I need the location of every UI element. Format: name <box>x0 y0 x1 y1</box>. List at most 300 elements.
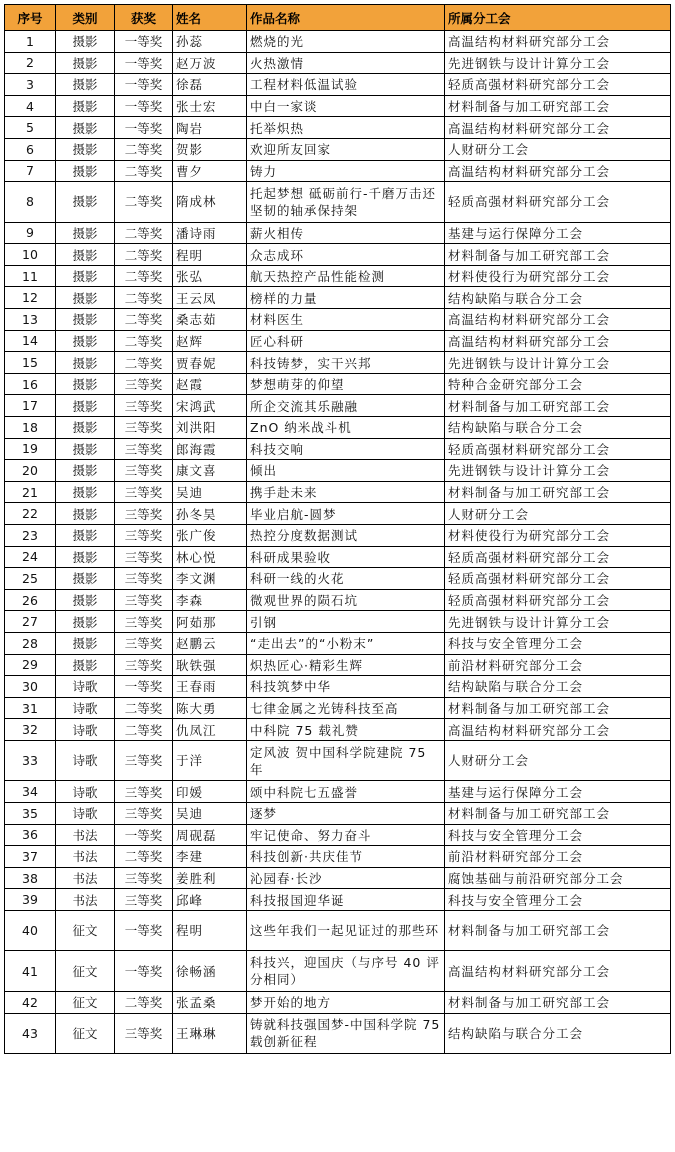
header-name: 姓名 <box>173 5 247 31</box>
row-work-title: 颂中科院七五盛誉 <box>247 781 445 803</box>
row-index: 22 <box>5 503 56 525</box>
table-row <box>5 438 671 460</box>
row-index: 25 <box>5 568 56 590</box>
row-award: 二等奖 <box>115 846 173 868</box>
row-index: 10 <box>5 244 56 266</box>
row-work-title: 逐梦 <box>247 803 445 825</box>
row-category: 摄影 <box>56 309 115 331</box>
row-category: 摄影 <box>56 481 115 503</box>
awards-table-container <box>4 4 670 1054</box>
table-row <box>5 460 671 482</box>
row-award: 二等奖 <box>115 352 173 374</box>
row-award: 三等奖 <box>115 503 173 525</box>
table-row <box>5 481 671 503</box>
row-award: 一等奖 <box>115 951 173 992</box>
row-award: 三等奖 <box>115 781 173 803</box>
row-category: 摄影 <box>56 373 115 395</box>
row-award: 三等奖 <box>115 438 173 460</box>
row-award: 二等奖 <box>115 160 173 182</box>
row-work-title: 定风波 贺中国科学院建院 75 年 <box>247 740 445 781</box>
row-name: 陈大勇 <box>173 697 247 719</box>
row-category: 摄影 <box>56 460 115 482</box>
table-row <box>5 524 671 546</box>
row-union: 材料制备与加工研究部工会 <box>445 95 671 117</box>
row-union: 结构缺陷与联合分工会 <box>445 1013 671 1054</box>
row-category: 摄影 <box>56 632 115 654</box>
row-name: 李建 <box>173 846 247 868</box>
row-name: 仇凤江 <box>173 719 247 741</box>
table-row <box>5 244 671 266</box>
row-name: 吴迪 <box>173 803 247 825</box>
row-name: 张士宏 <box>173 95 247 117</box>
row-union: 先进钢铁与设计计算分工会 <box>445 52 671 74</box>
row-union: 结构缺陷与联合分工会 <box>445 676 671 698</box>
row-index: 17 <box>5 395 56 417</box>
row-index: 2 <box>5 52 56 74</box>
table-row <box>5 395 671 417</box>
row-work-title: 微观世界的陨石坑 <box>247 589 445 611</box>
table-row <box>5 589 671 611</box>
row-category: 诗歌 <box>56 697 115 719</box>
row-category: 摄影 <box>56 568 115 590</box>
row-index: 26 <box>5 589 56 611</box>
row-index: 30 <box>5 676 56 698</box>
row-name: 潘诗雨 <box>173 222 247 244</box>
row-name: 李文渊 <box>173 568 247 590</box>
row-award: 三等奖 <box>115 568 173 590</box>
row-award: 一等奖 <box>115 95 173 117</box>
row-award: 二等奖 <box>115 309 173 331</box>
row-index: 15 <box>5 352 56 374</box>
row-category: 诗歌 <box>56 719 115 741</box>
header-index: 序号 <box>5 5 56 31</box>
row-award: 一等奖 <box>115 117 173 139</box>
row-index: 24 <box>5 546 56 568</box>
row-category: 摄影 <box>56 589 115 611</box>
row-union: 轻质高强材料研究部分工会 <box>445 589 671 611</box>
row-index: 36 <box>5 824 56 846</box>
row-union: 高温结构材料研究部分工会 <box>445 31 671 53</box>
row-award: 三等奖 <box>115 611 173 633</box>
row-category: 摄影 <box>56 95 115 117</box>
table-row <box>5 824 671 846</box>
row-union: 高温结构材料研究部分工会 <box>445 330 671 352</box>
row-union: 材料制备与加工研究部工会 <box>445 991 671 1013</box>
row-union: 轻质高强材料研究部分工会 <box>445 182 671 223</box>
row-award: 二等奖 <box>115 287 173 309</box>
table-row <box>5 503 671 525</box>
table-row <box>5 951 671 992</box>
row-category: 摄影 <box>56 654 115 676</box>
row-union: 材料制备与加工研究部工会 <box>445 697 671 719</box>
row-work-title: ZnO 纳米战斗机 <box>247 417 445 439</box>
row-union: 轻质高强材料研究部分工会 <box>445 438 671 460</box>
row-name: 郎海霞 <box>173 438 247 460</box>
row-category: 书法 <box>56 889 115 911</box>
row-work-title: 火热激情 <box>247 52 445 74</box>
row-work-title: 铸就科技强国梦-中国科学院 75 载创新征程 <box>247 1013 445 1054</box>
row-index: 42 <box>5 991 56 1013</box>
row-union: 高温结构材料研究部分工会 <box>445 309 671 331</box>
row-index: 29 <box>5 654 56 676</box>
row-index: 37 <box>5 846 56 868</box>
header-category: 类别 <box>56 5 115 31</box>
row-union: 人财研分工会 <box>445 503 671 525</box>
row-union: 人财研分工会 <box>445 138 671 160</box>
row-name: 张广俊 <box>173 524 247 546</box>
row-category: 征文 <box>56 951 115 992</box>
row-name: 宋鸿武 <box>173 395 247 417</box>
row-award: 三等奖 <box>115 889 173 911</box>
row-work-title: 科技筑梦中华 <box>247 676 445 698</box>
row-category: 摄影 <box>56 438 115 460</box>
row-union: 材料使役行为研究部分工会 <box>445 265 671 287</box>
row-work-title: 科技报国迎华诞 <box>247 889 445 911</box>
row-award: 二等奖 <box>115 182 173 223</box>
row-category: 摄影 <box>56 417 115 439</box>
row-name: 王琳琳 <box>173 1013 247 1054</box>
table-row <box>5 632 671 654</box>
row-award: 三等奖 <box>115 481 173 503</box>
table-row <box>5 991 671 1013</box>
header-row <box>5 5 671 31</box>
row-work-title: 铸力 <box>247 160 445 182</box>
row-union: 前沿材料研究部分工会 <box>445 654 671 676</box>
row-award: 二等奖 <box>115 244 173 266</box>
row-work-title: 中科院 75 载礼赞 <box>247 719 445 741</box>
row-union: 轻质高强材料研究部分工会 <box>445 546 671 568</box>
row-work-title: 所企交流其乐融融 <box>247 395 445 417</box>
row-category: 摄影 <box>56 503 115 525</box>
row-name: 赵霞 <box>173 373 247 395</box>
row-name: 邱峰 <box>173 889 247 911</box>
row-award: 二等奖 <box>115 991 173 1013</box>
row-category: 摄影 <box>56 74 115 96</box>
row-award: 二等奖 <box>115 719 173 741</box>
table-row <box>5 697 671 719</box>
row-work-title: 毕业启航-圆梦 <box>247 503 445 525</box>
row-union: 轻质高强材料研究部分工会 <box>445 74 671 96</box>
table-row <box>5 309 671 331</box>
table-row <box>5 781 671 803</box>
row-index: 20 <box>5 460 56 482</box>
row-work-title: 托起梦想 砥砺前行-千磨万击还坚韧的轴承保持架 <box>247 182 445 223</box>
row-index: 38 <box>5 867 56 889</box>
row-category: 书法 <box>56 824 115 846</box>
row-name: 王云凤 <box>173 287 247 309</box>
row-category: 诗歌 <box>56 803 115 825</box>
row-award: 三等奖 <box>115 395 173 417</box>
row-union: 材料使役行为研究部分工会 <box>445 524 671 546</box>
row-work-title: 倾出 <box>247 460 445 482</box>
row-award: 二等奖 <box>115 697 173 719</box>
row-work-title: 沁园春·长沙 <box>247 867 445 889</box>
row-index: 5 <box>5 117 56 139</box>
row-category: 摄影 <box>56 31 115 53</box>
row-name: 李森 <box>173 589 247 611</box>
table-row <box>5 74 671 96</box>
row-award: 三等奖 <box>115 867 173 889</box>
row-award: 一等奖 <box>115 824 173 846</box>
row-name: 耿铁强 <box>173 654 247 676</box>
row-category: 摄影 <box>56 160 115 182</box>
row-name: 程明 <box>173 244 247 266</box>
row-index: 40 <box>5 910 56 951</box>
row-name: 赵万波 <box>173 52 247 74</box>
row-union: 基建与运行保障分工会 <box>445 222 671 244</box>
table-body <box>5 31 671 1054</box>
row-work-title: 梦想萌芽的仰望 <box>247 373 445 395</box>
table-row <box>5 568 671 590</box>
table-row <box>5 160 671 182</box>
row-name: 赵辉 <box>173 330 247 352</box>
row-category: 摄影 <box>56 524 115 546</box>
row-name: 孙冬昊 <box>173 503 247 525</box>
row-work-title: 匠心科研 <box>247 330 445 352</box>
row-category: 摄影 <box>56 352 115 374</box>
row-union: 基建与运行保障分工会 <box>445 781 671 803</box>
row-name: 周砚磊 <box>173 824 247 846</box>
table-row <box>5 1013 671 1054</box>
row-name: 隋成林 <box>173 182 247 223</box>
table-row <box>5 52 671 74</box>
row-award: 三等奖 <box>115 632 173 654</box>
row-index: 41 <box>5 951 56 992</box>
row-work-title: 燃烧的光 <box>247 31 445 53</box>
row-index: 8 <box>5 182 56 223</box>
row-name: 张弘 <box>173 265 247 287</box>
table-row <box>5 117 671 139</box>
row-name: 印媛 <box>173 781 247 803</box>
row-name: 张孟桑 <box>173 991 247 1013</box>
row-category: 摄影 <box>56 287 115 309</box>
row-award: 一等奖 <box>115 52 173 74</box>
row-award: 二等奖 <box>115 330 173 352</box>
row-category: 摄影 <box>56 395 115 417</box>
row-award: 三等奖 <box>115 373 173 395</box>
table-row <box>5 222 671 244</box>
row-work-title: 航天热控产品性能检测 <box>247 265 445 287</box>
table-row <box>5 182 671 223</box>
row-union: 材料制备与加工研究部工会 <box>445 395 671 417</box>
row-union: 先进钢铁与设计计算分工会 <box>445 352 671 374</box>
row-award: 三等奖 <box>115 740 173 781</box>
row-name: 王春雨 <box>173 676 247 698</box>
header-union: 所属分工会 <box>445 5 671 31</box>
table-row <box>5 138 671 160</box>
row-category: 摄影 <box>56 244 115 266</box>
row-category: 诗歌 <box>56 740 115 781</box>
table-row <box>5 846 671 868</box>
row-union: 高温结构材料研究部分工会 <box>445 951 671 992</box>
row-work-title: 中白一家谈 <box>247 95 445 117</box>
table-row <box>5 719 671 741</box>
row-work-title: 这些年我们一起见证过的那些环 <box>247 910 445 951</box>
row-category: 摄影 <box>56 330 115 352</box>
row-work-title: 引钢 <box>247 611 445 633</box>
row-category: 摄影 <box>56 117 115 139</box>
row-name: 刘洪阳 <box>173 417 247 439</box>
row-name: 陶岩 <box>173 117 247 139</box>
row-category: 摄影 <box>56 222 115 244</box>
row-index: 3 <box>5 74 56 96</box>
header-award: 获奖 <box>115 5 173 31</box>
row-union: 先进钢铁与设计计算分工会 <box>445 460 671 482</box>
row-index: 23 <box>5 524 56 546</box>
row-name: 徐畅涵 <box>173 951 247 992</box>
row-index: 1 <box>5 31 56 53</box>
row-work-title: 牢记使命、努力奋斗 <box>247 824 445 846</box>
row-union: 材料制备与加工研究部工会 <box>445 481 671 503</box>
row-union: 前沿材料研究部分工会 <box>445 846 671 868</box>
table-row <box>5 95 671 117</box>
row-category: 摄影 <box>56 611 115 633</box>
table-row <box>5 654 671 676</box>
row-category: 诗歌 <box>56 676 115 698</box>
row-union: 科技与安全管理分工会 <box>445 632 671 654</box>
table-row <box>5 867 671 889</box>
row-union: 特种合金研究部分工会 <box>445 373 671 395</box>
row-award: 三等奖 <box>115 803 173 825</box>
row-index: 31 <box>5 697 56 719</box>
row-award: 三等奖 <box>115 417 173 439</box>
row-union: 轻质高强材料研究部分工会 <box>445 568 671 590</box>
row-union: 科技与安全管理分工会 <box>445 889 671 911</box>
row-union: 人财研分工会 <box>445 740 671 781</box>
table-row <box>5 910 671 951</box>
row-union: 结构缺陷与联合分工会 <box>445 417 671 439</box>
row-work-title: 七律金属之光铸科技至高 <box>247 697 445 719</box>
row-index: 6 <box>5 138 56 160</box>
row-name: 贾春妮 <box>173 352 247 374</box>
row-category: 摄影 <box>56 138 115 160</box>
row-index: 18 <box>5 417 56 439</box>
row-work-title: 科技铸梦，实干兴邦 <box>247 352 445 374</box>
table-row <box>5 31 671 53</box>
row-union: 材料制备与加工研究部工会 <box>445 803 671 825</box>
row-category: 诗歌 <box>56 781 115 803</box>
row-award: 二等奖 <box>115 265 173 287</box>
table-row <box>5 330 671 352</box>
row-name: 曹夕 <box>173 160 247 182</box>
row-name: 林心悦 <box>173 546 247 568</box>
row-index: 32 <box>5 719 56 741</box>
row-award: 一等奖 <box>115 676 173 698</box>
row-name: 贺影 <box>173 138 247 160</box>
row-index: 35 <box>5 803 56 825</box>
row-work-title: 榜样的力量 <box>247 287 445 309</box>
header-work-title: 作品名称 <box>247 5 445 31</box>
row-index: 9 <box>5 222 56 244</box>
row-index: 13 <box>5 309 56 331</box>
row-index: 14 <box>5 330 56 352</box>
row-index: 19 <box>5 438 56 460</box>
table-row <box>5 803 671 825</box>
row-union: 结构缺陷与联合分工会 <box>445 287 671 309</box>
row-name: 康文喜 <box>173 460 247 482</box>
row-work-title: 科技交响 <box>247 438 445 460</box>
row-name: 姜胜利 <box>173 867 247 889</box>
row-work-title: 携手赴未来 <box>247 481 445 503</box>
row-union: 高温结构材料研究部分工会 <box>445 117 671 139</box>
row-union: 材料制备与加工研究部工会 <box>445 910 671 951</box>
row-category: 征文 <box>56 1013 115 1054</box>
table-row <box>5 676 671 698</box>
row-award: 三等奖 <box>115 1013 173 1054</box>
row-award: 三等奖 <box>115 589 173 611</box>
row-award: 一等奖 <box>115 910 173 951</box>
row-award: 三等奖 <box>115 654 173 676</box>
row-category: 摄影 <box>56 546 115 568</box>
row-award: 一等奖 <box>115 31 173 53</box>
row-category: 摄影 <box>56 52 115 74</box>
row-name: 吴迪 <box>173 481 247 503</box>
table-row <box>5 611 671 633</box>
row-index: 4 <box>5 95 56 117</box>
row-index: 28 <box>5 632 56 654</box>
row-work-title: 材料医生 <box>247 309 445 331</box>
row-union: 先进钢铁与设计计算分工会 <box>445 611 671 633</box>
row-work-title: 欢迎所友回家 <box>247 138 445 160</box>
row-index: 21 <box>5 481 56 503</box>
row-index: 33 <box>5 740 56 781</box>
row-work-title: 科研一线的火花 <box>247 568 445 590</box>
table-row <box>5 417 671 439</box>
row-index: 16 <box>5 373 56 395</box>
row-union: 科技与安全管理分工会 <box>445 824 671 846</box>
row-name: 徐磊 <box>173 74 247 96</box>
row-category: 书法 <box>56 846 115 868</box>
row-index: 39 <box>5 889 56 911</box>
row-work-title: “走出去”的“小粉末” <box>247 632 445 654</box>
row-award: 三等奖 <box>115 546 173 568</box>
row-name: 于洋 <box>173 740 247 781</box>
row-name: 赵鹏云 <box>173 632 247 654</box>
row-union: 高温结构材料研究部分工会 <box>445 719 671 741</box>
row-name: 桑志茹 <box>173 309 247 331</box>
row-name: 程明 <box>173 910 247 951</box>
row-index: 27 <box>5 611 56 633</box>
row-category: 征文 <box>56 991 115 1013</box>
row-work-title: 科技兴，迎国庆（与序号 40 评分相同） <box>247 951 445 992</box>
row-award: 三等奖 <box>115 524 173 546</box>
row-award: 三等奖 <box>115 460 173 482</box>
row-award: 二等奖 <box>115 138 173 160</box>
awards-table <box>4 4 671 1054</box>
row-category: 书法 <box>56 867 115 889</box>
table-row <box>5 287 671 309</box>
row-work-title: 科研成果验收 <box>247 546 445 568</box>
row-index: 43 <box>5 1013 56 1054</box>
row-work-title: 薪火相传 <box>247 222 445 244</box>
row-index: 34 <box>5 781 56 803</box>
row-work-title: 托举炽热 <box>247 117 445 139</box>
row-union: 腐蚀基础与前沿研究部分工会 <box>445 867 671 889</box>
row-name: 孙蕊 <box>173 31 247 53</box>
row-award: 二等奖 <box>115 222 173 244</box>
row-work-title: 众志成环 <box>247 244 445 266</box>
row-category: 摄影 <box>56 182 115 223</box>
row-union: 高温结构材料研究部分工会 <box>445 160 671 182</box>
row-index: 7 <box>5 160 56 182</box>
table-row <box>5 889 671 911</box>
row-work-title: 炽热匠心·精彩生辉 <box>247 654 445 676</box>
row-category: 摄影 <box>56 265 115 287</box>
table-row <box>5 352 671 374</box>
row-category: 征文 <box>56 910 115 951</box>
row-award: 一等奖 <box>115 74 173 96</box>
table-row <box>5 373 671 395</box>
